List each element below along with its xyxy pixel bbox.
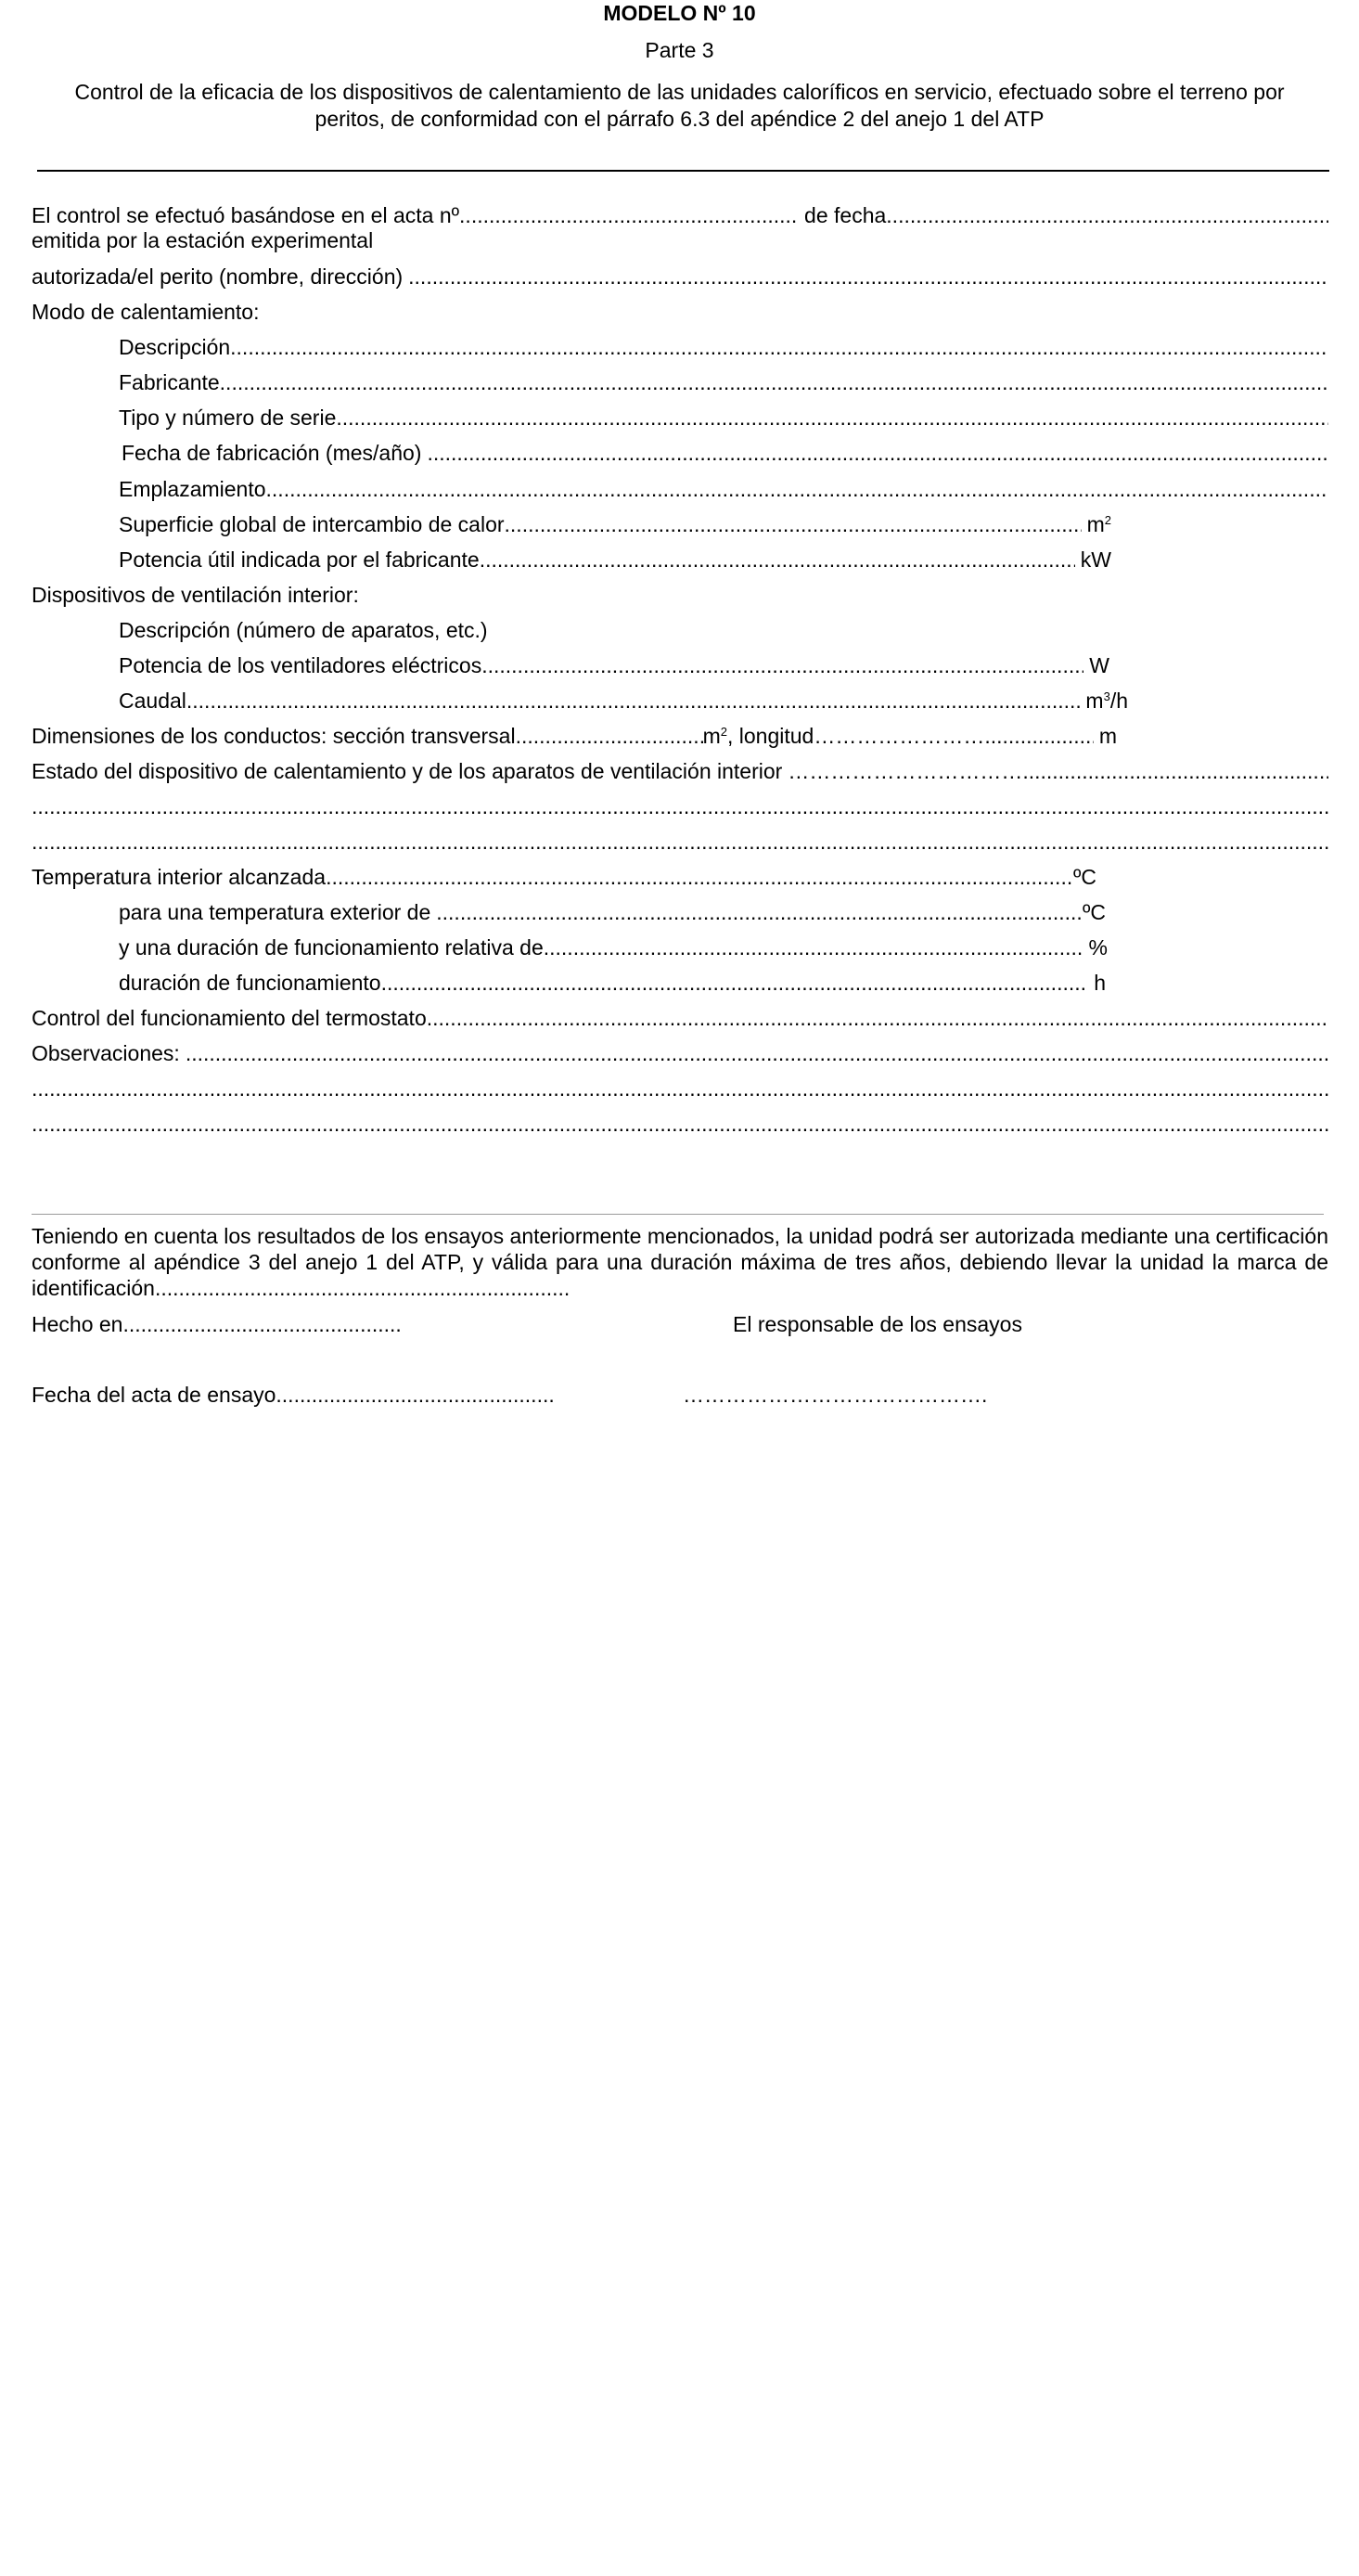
tipo-label: Tipo y número de serie — [119, 406, 337, 430]
estado-line-3[interactable] — [32, 829, 1328, 857]
acta-row — [32, 202, 1328, 230]
superficie-label: Superficie global de intercambio de calor — [119, 512, 505, 536]
autorizada-label: autorizada/el perito (nombre, dirección) — [32, 264, 404, 289]
fecha-acta-field[interactable] — [276, 1382, 554, 1408]
model-title: MODELO Nº 10 — [603, 1, 756, 25]
descripcion-row — [119, 334, 1328, 362]
identificacion-field[interactable]: ...................................................................... — [154, 1276, 571, 1300]
longitud-field[interactable] — [984, 723, 1093, 749]
conclusion-text: Teniendo en cuenta los resultados de los ensayos anteriormente mencionados, la unidad podrá ser autorizada mediante una certificación conforme al apéndice 3 del anejo 1 del ATP, y válida para una duración máxima de tres años, debiendo llevar la unidad la marca de identificación — [32, 1224, 1328, 1300]
potencia-vent-field[interactable] — [481, 652, 1083, 678]
superficie-unit: $m^2$ — [1086, 512, 1111, 536]
acta-label: El control se efectuó basándose en el acta nº — [32, 203, 460, 227]
hecho-field[interactable] — [122, 1311, 403, 1337]
potencia-vent-row — [119, 652, 1109, 680]
termostato-field[interactable] — [427, 1005, 1328, 1031]
fabricante-label: Fabricante — [119, 370, 220, 394]
caudal-row — [119, 688, 1128, 715]
duracion-relativa-field[interactable] — [544, 934, 1083, 960]
superficie-field[interactable] — [505, 511, 1082, 537]
temperatura-unit: ºC — [1072, 865, 1096, 889]
potencia-field[interactable] — [480, 547, 1075, 573]
autorizada-field[interactable] — [408, 264, 1328, 290]
duracion-relativa-unit: % — [1088, 935, 1108, 960]
potencia-label: Potencia útil indicada por el fabricante — [119, 547, 480, 572]
caudal-unit: $m^3/h$ — [1085, 689, 1128, 713]
duracion-label: duración de funcionamiento — [119, 971, 381, 995]
estado-row — [32, 758, 1328, 786]
hecho-row — [32, 1311, 403, 1339]
descripcion-label: Descripción — [119, 335, 231, 359]
fecha-label: de fecha — [804, 203, 887, 227]
fabricante-row — [119, 369, 1328, 397]
duracion-relativa-label: y una duración de funcionamiento relativa de — [119, 935, 544, 960]
duracion-field[interactable] — [381, 970, 1089, 996]
termostato-row — [32, 1005, 1328, 1033]
fecha-field[interactable] — [886, 202, 1328, 228]
temp-exterior-label: para una temperatura exterior de — [119, 900, 431, 924]
estado-label: Estado del dispositivo de calentamiento y de los aparatos de ventilación interior — [32, 759, 783, 783]
temp-exterior-field[interactable] — [436, 899, 1083, 925]
observaciones-line-2[interactable] — [32, 1075, 1328, 1103]
signature-line[interactable]: ……………………………………. — [683, 1383, 988, 1407]
fecha-fabricacion-row — [122, 440, 1328, 468]
tipo-field[interactable] — [336, 405, 1328, 431]
temp-exterior-unit: ºC — [1082, 900, 1106, 924]
duracion-unit: h — [1094, 971, 1106, 995]
emplazamiento-field[interactable] — [266, 476, 1328, 502]
temp-exterior-row — [119, 899, 1106, 927]
duracion-relativa-row — [119, 934, 1108, 962]
observaciones-label: Observaciones: — [32, 1041, 180, 1065]
longitud-label: , longitud — [727, 724, 814, 748]
fecha-fabricacion-field[interactable] — [427, 440, 1328, 466]
descripcion-aparatos-label: Descripción (número de aparatos, etc.) — [119, 618, 488, 642]
caudal-field[interactable] — [186, 688, 1081, 714]
fecha-fabricacion-label: Fecha de fabricación (mes/año) — [122, 441, 422, 465]
emplazamiento-label: Emplazamiento — [119, 477, 266, 501]
observaciones-field[interactable] — [186, 1040, 1328, 1066]
potencia-row — [119, 547, 1111, 574]
emplazamiento-row — [119, 476, 1328, 504]
dimensiones-label: Dimensiones de los conductos: sección transversal — [32, 724, 516, 748]
fecha-acta-label: Fecha del acta de ensayo — [32, 1383, 276, 1407]
observaciones-row — [32, 1040, 1328, 1068]
conclusion-paragraph — [32, 1223, 1328, 1301]
potencia-unit: kW — [1080, 547, 1111, 572]
caudal-label: Caudal — [119, 689, 186, 713]
acta-number-field[interactable] — [459, 202, 799, 228]
ventilacion-label: Dispositivos de ventilación interior: — [32, 583, 359, 607]
descripcion-field[interactable] — [230, 334, 1328, 360]
modo-label: Modo de calentamiento: — [32, 300, 260, 324]
temperatura-label: Temperatura interior alcanzada — [32, 865, 327, 889]
part-subtitle: Parte 3 — [645, 38, 714, 62]
estado-dots[interactable]: …………………………… — [788, 759, 1023, 783]
observaciones-line-3[interactable] — [32, 1111, 1328, 1139]
longitud-unit: m — [1098, 724, 1117, 748]
hecho-label: Hecho en — [32, 1312, 123, 1336]
duracion-row — [119, 970, 1106, 998]
longitud-dots[interactable]: …………………… — [814, 724, 985, 748]
superficie-row — [119, 511, 1111, 539]
estado-field[interactable] — [1022, 758, 1328, 784]
bottom-divider — [32, 1214, 1324, 1215]
dimensiones-row — [32, 723, 1117, 751]
temperatura-field[interactable] — [326, 864, 1073, 890]
potencia-vent-label: Potencia de los ventiladores eléctricos — [119, 653, 482, 677]
responsable-label: El responsable de los ensayos — [733, 1312, 1022, 1336]
seccion-unit: $m^2$ — [702, 724, 727, 748]
tipo-row — [119, 405, 1328, 432]
emitida-label: emitida por la estación experimental — [32, 228, 374, 252]
seccion-field[interactable] — [516, 723, 703, 749]
termostato-label: Control del funcionamiento del termostato — [32, 1006, 427, 1030]
form-description: Control de la eficacia de los dispositivos de calentamiento de las unidades caloríficos en servicio, efectuado sobre el terreno por peritos, de conformidad con el párrafo 6.3 del apéndice 2 del anejo 1 del ATP — [74, 80, 1285, 131]
potencia-vent-unit: W — [1089, 653, 1109, 677]
autorizada-row — [32, 264, 1328, 291]
fecha-acta-row — [32, 1382, 588, 1410]
fabricante-field[interactable] — [220, 369, 1328, 395]
estado-line-2[interactable] — [32, 793, 1328, 821]
top-divider — [37, 170, 1329, 172]
temperatura-row — [32, 864, 1096, 892]
